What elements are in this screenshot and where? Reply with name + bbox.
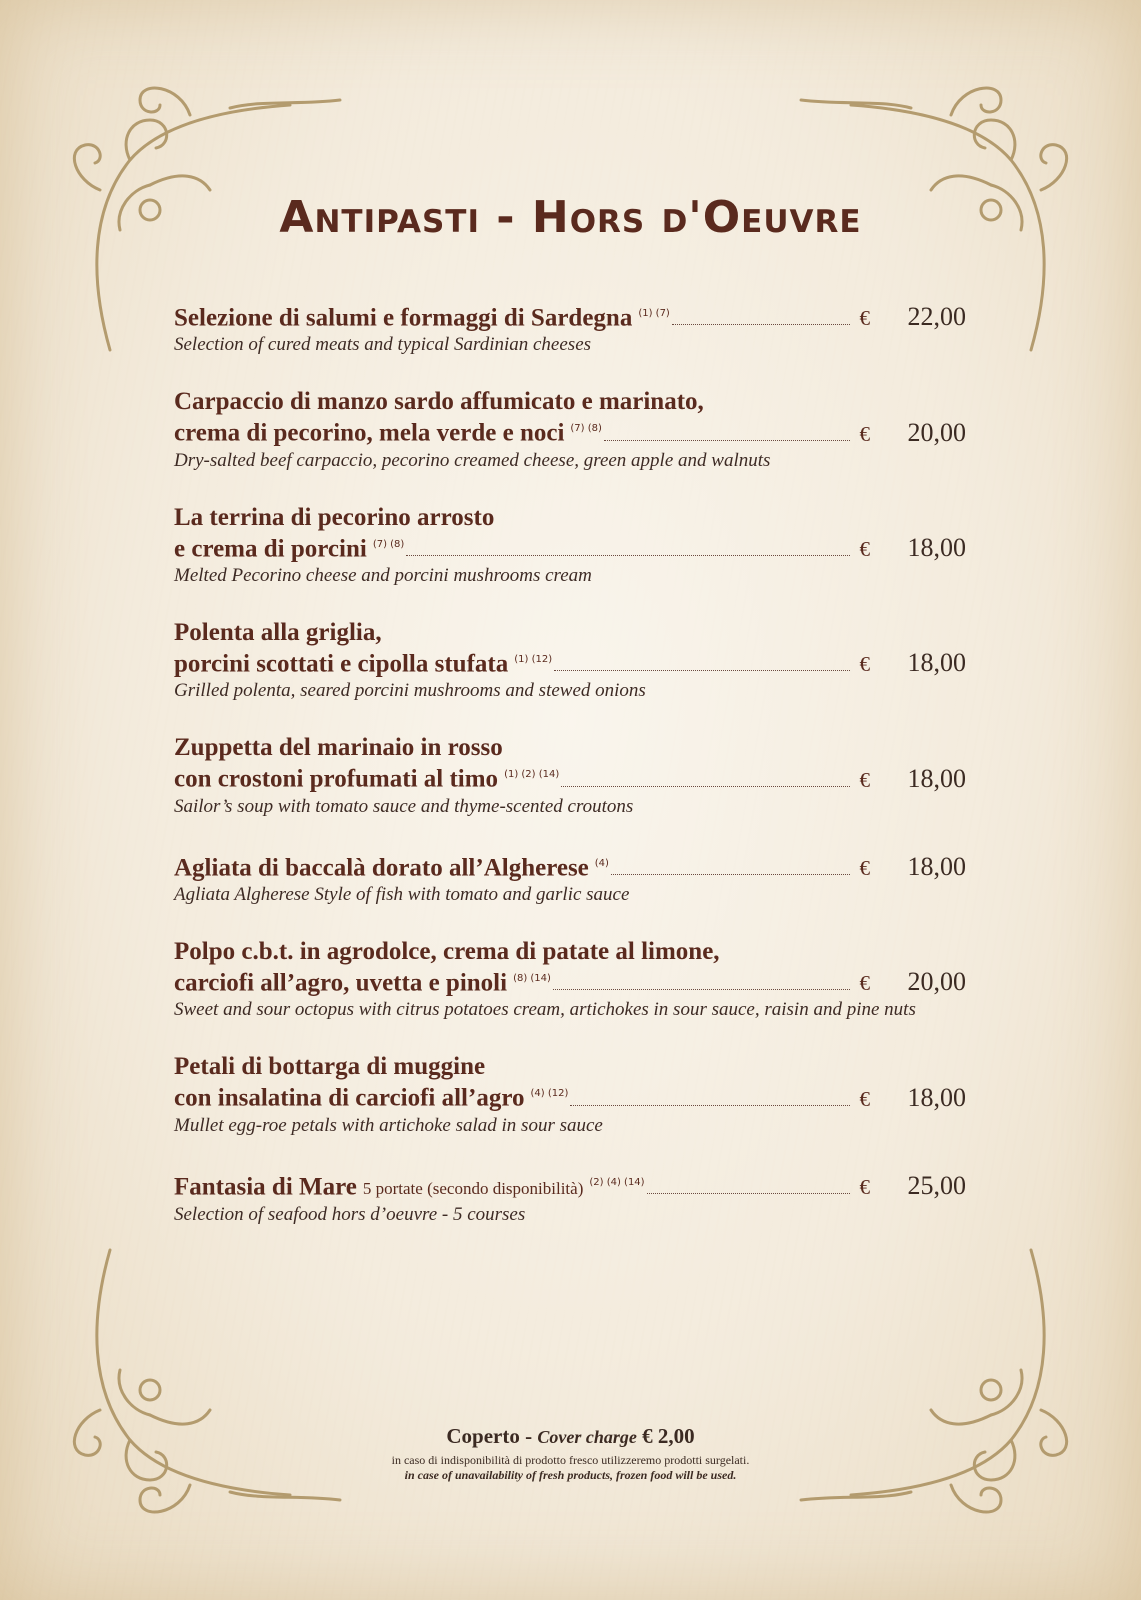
dot-leader [561,785,850,787]
euro-sign: € [859,767,870,792]
cover-label-en: Cover charge [537,1427,637,1447]
menu-item [174,300,966,358]
euro-sign: € [859,855,870,880]
item-price: 20,00 [907,417,966,447]
menu-item [174,504,966,589]
item-price: 18,00 [907,532,966,562]
item-name: crema di pecorino, mela verde e noci [174,419,565,447]
dot-leader [570,1104,850,1106]
dot-leader [672,323,850,325]
item-name: Petali di bottarga di muggine [174,1053,486,1081]
dot-leader [406,554,850,556]
ornament-bottom-left [60,1240,360,1540]
allergen-codes: (1) (2) (14) [504,769,560,781]
menu-item [174,619,966,704]
item-price: 18,00 [907,648,966,678]
menu-item [174,734,966,819]
dot-leader [553,988,850,990]
item-description: Agliata Algherese Style of fish with tomato and garlic sauce [174,883,630,905]
item-description: Melted Pecorino cheese and porcini mushrooms cream [174,564,592,586]
dot-leader [647,1192,850,1194]
dot-leader [604,439,850,441]
footer [0,1424,1141,1483]
item-price: 22,00 [907,302,966,332]
menu-item [174,388,966,473]
menu-item [174,938,966,1023]
item-description: Sailor’s soup with tomato sauce and thyme-scented croutons [174,795,634,817]
cover-charge [0,1424,1141,1449]
allergen-codes: (7) (8) [372,538,405,550]
allergen-codes: (4) (12) [530,1088,569,1100]
item-description: Mullet egg-roe petals with artichoke salad in sour sauce [174,1114,603,1136]
item-name: con insalatina di carciofi all’agro [174,1084,525,1112]
allergen-codes: (1) (7) [638,308,670,319]
menu-item [174,850,966,908]
item-name: Selezione di salumi e formaggi di Sardegna [174,304,633,332]
menu-item [174,1169,966,1228]
item-name: Polpo c.b.t. in agrodolce, crema di patate al limone, [174,937,720,965]
menu-list [174,300,966,1228]
euro-sign: € [859,421,870,446]
page-title: Antipasti - Hors d'Oeuvre [279,192,862,243]
euro-sign: € [859,1086,870,1111]
item-name: porcini scottati e cipolla stufata [174,650,509,678]
item-name: Polenta alla griglia, [174,618,382,646]
item-price: 18,00 [907,763,966,793]
item-portion: 5 portate (secondo disponibilità) [362,1178,584,1198]
frozen-food-note [0,1453,1141,1483]
item-name: La terrina di pecorino arrosto [174,503,495,531]
allergen-codes: (1) (12) [514,653,553,665]
item-description: Dry-salted beef carpaccio, pecorino creamed cheese, green apple and walnuts [174,449,771,471]
allergen-codes: (4) [594,857,609,869]
allergen-codes: (2) (4) (14) [589,1176,645,1188]
item-description: Grilled polenta, seared porcini mushrooms and stewed onions [174,680,646,702]
item-name: con crostoni profumati al timo [174,765,499,793]
item-description: Selection of seafood hors d’oeuvre - 5 courses [174,1203,526,1225]
item-name: carciofi all’agro, uvetta e pinoli [174,969,508,997]
item-description: Sweet and sour octopus with citrus potatoes cream, artichokes in sour sauce, raisin and pine nuts [174,999,916,1021]
euro-sign: € [859,652,870,677]
item-price: 18,00 [907,851,966,881]
item-name: Agliata di baccalà dorato all’Algherese [174,853,589,881]
item-price: 25,00 [907,1170,966,1200]
note-italian: in caso di indisponibilità di prodotto fresco utilizzeremo prodotti surgelati. [391,1453,750,1467]
item-name: Carpaccio di manzo sardo affumicato e marinato, [174,388,704,416]
euro-sign: € [859,971,870,996]
dot-leader [611,873,850,875]
euro-sign: € [859,306,870,331]
allergen-codes: (8) (14) [513,972,551,984]
euro-sign: € [859,1174,870,1199]
cover-price: € 2,00 [642,1424,695,1448]
item-price: 20,00 [907,967,966,997]
item-name: Fantasia di Mare [174,1172,357,1200]
item-price: 18,00 [907,1082,966,1112]
item-name: e crema di porcini [174,534,367,562]
dot-leader [554,669,850,671]
cover-separator: - [519,1424,538,1448]
item-description: Selection of cured meats and typical Sardinian cheeses [174,334,592,356]
item-name: Zuppetta del marinaio in rosso [174,734,503,762]
note-english: in case of unavailability of fresh products, frozen food will be used. [404,1468,737,1482]
allergen-codes: (7) (8) [570,423,602,435]
ornament-bottom-right [781,1240,1081,1540]
menu-item [174,1053,966,1138]
euro-sign: € [859,536,870,561]
cover-label: Coperto [446,1424,520,1448]
